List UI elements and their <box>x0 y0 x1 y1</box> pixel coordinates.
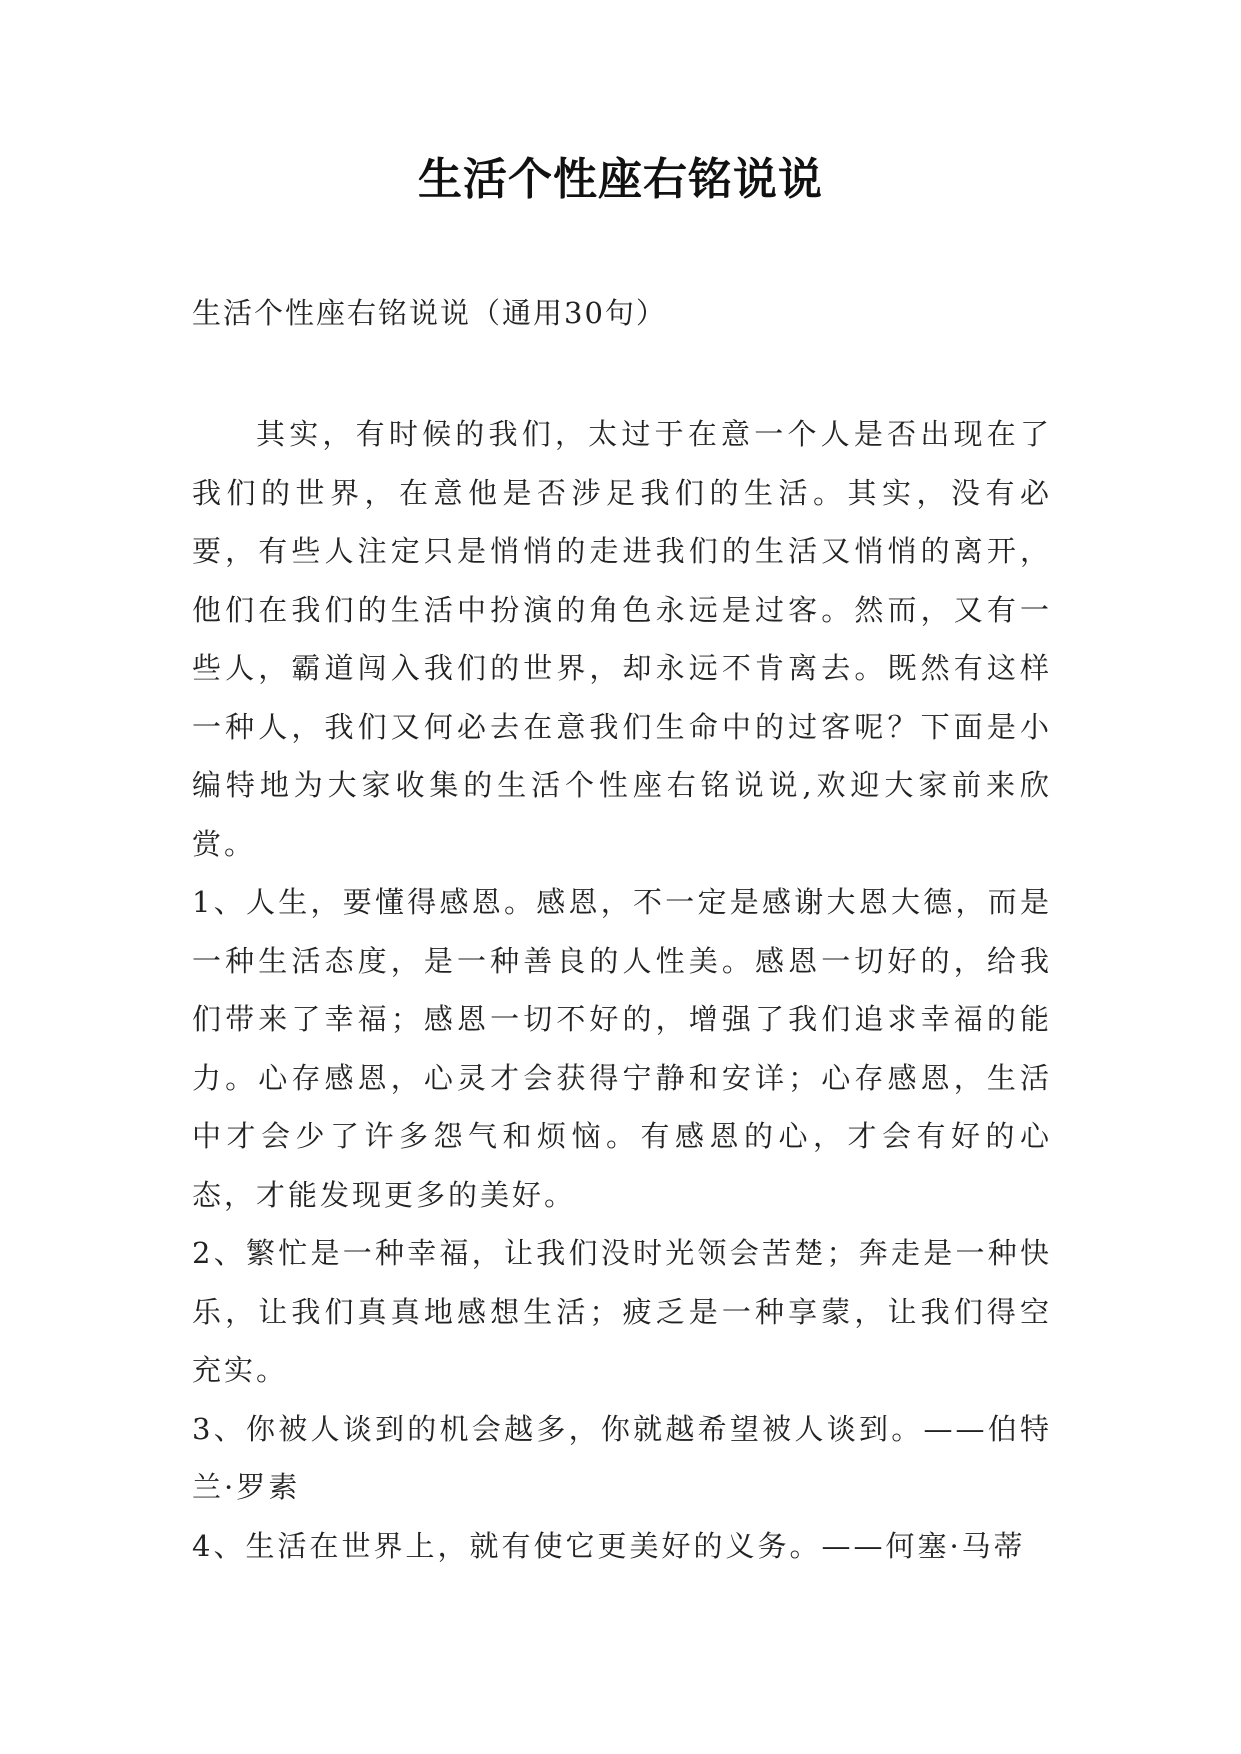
document-title: 生活个性座右铭说说 <box>418 154 823 205</box>
list-item: 4、生活在世界上，就有使它更美好的义务。——何塞·马蒂 <box>192 1528 1026 1563</box>
document-body <box>192 405 1052 1575</box>
document-subtitle: 生活个性座右铭说说（通用30句） <box>192 296 667 330</box>
list-item: 3、你被人谈到的机会越多，你就越希望被人谈到。——伯特兰·罗素 <box>192 1411 1052 1504</box>
list-item: 1、人生，要懂得感恩。感恩，不一定是感谢大恩大德，而是一种生活态度，是一种善良的人性美。感恩一切好的，给我们带来了幸福；感恩一切不好的，增强了我们追求幸福的能力。心存感恩，心灵才会获得宁静和安详；心存感恩，生活中才会少了许多怨气和烦恼。有感恩的心，才会有好的心态，才能发现更多的美好。 <box>192 885 1052 1212</box>
intro-paragraph: 其实，有时候的我们，太过于在意一个人是否出现在了我们的世界，在意他是否涉足我们的生活。其实，没有必要，有些人注定只是悄悄的走进我们的生活又悄悄的离开，他们在我们的生活中扮演的角色永远是过客。然而，又有一些人，霸道闯入我们的世界，却永远不肯离去。既然有这样一种人，我们又何必去在意我们生命中的过客呢？下面是小编特地为大家收集的生活个性座右铭说说,欢迎大家前来欣赏。 <box>192 417 1052 861</box>
list-item: 2、繁忙是一种幸福，让我们没时光领会苦楚；奔走是一种快乐，让我们真真地感想生活；疲乏是一种享蒙，让我们得空充实。 <box>192 1236 1052 1387</box>
